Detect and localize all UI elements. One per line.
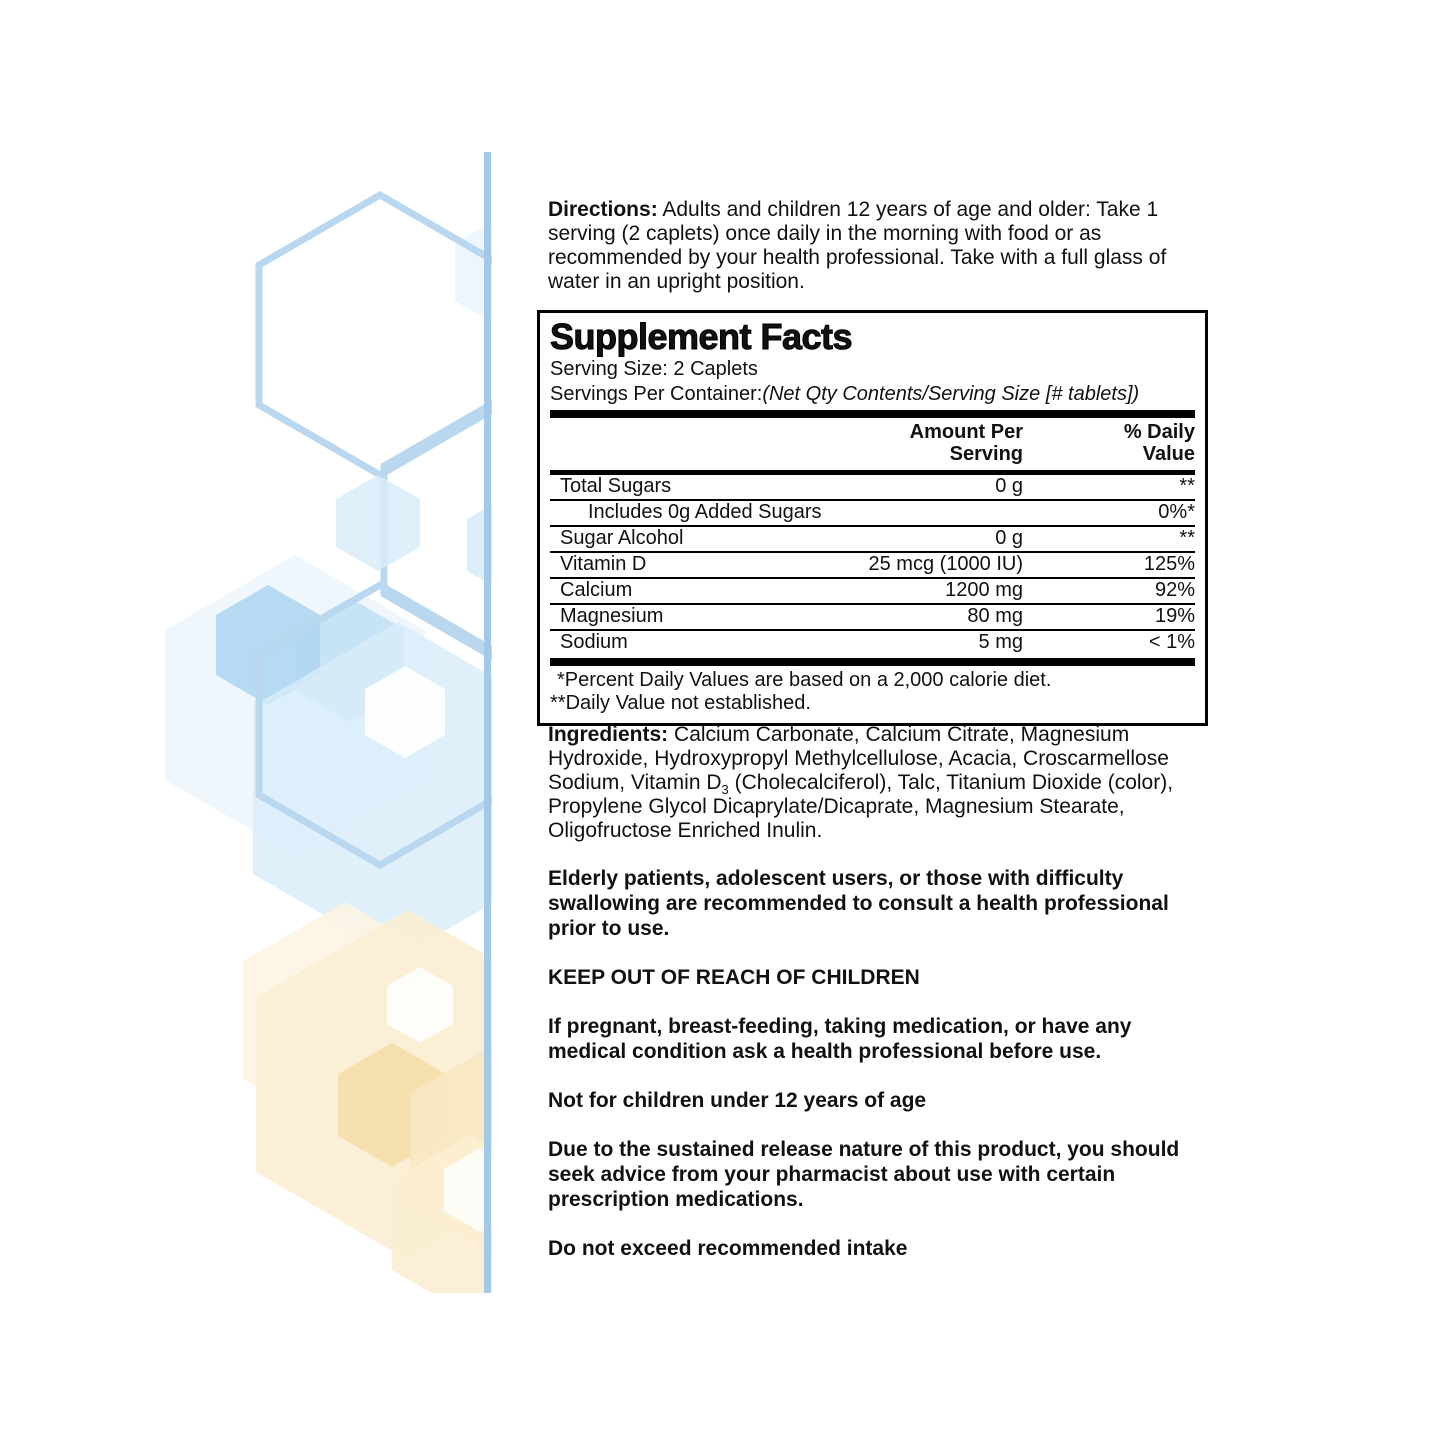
supplement-facts-title: Supplement Facts — [550, 316, 853, 357]
table-row-vitamin-d: Vitamin D 25 mcg (1000 IU) 125% — [550, 551, 1195, 577]
directions-text: Adults and children 12 years of age and older: Take 1 serving (2 caplets) once daily in the morning with food or as recommended by your health professional. Take with a full glass of water in an upright position. — [548, 198, 1167, 293]
warning-sustained-release: Due to the sustained release nature of this product, you should seek advice from your pharmacist about use with certain prescription medications. — [548, 1138, 1180, 1211]
footnote-not-established: **Daily Value not established. — [550, 692, 811, 714]
ingredients-label: Ingredients: — [548, 723, 669, 746]
ingredients-text-2: (Cholecalciferol), Talc, Titanium Dioxide (color), Propylene Glycol Dicaprylate/Dicaprate, Magnesium Stearate, Oligofructose Enriched Inulin. — [548, 771, 1174, 842]
supplement-facts-panel — [537, 310, 1208, 726]
table-row-added-sugars: Includes 0g Added Sugars 0%* — [550, 499, 1195, 525]
servings-per-container-value: (Net Qty Contents/Serving Size [# tablets]) — [762, 383, 1140, 405]
facts-rows — [550, 475, 1195, 655]
warning-do-not-exceed: Do not exceed recommended intake — [548, 1237, 908, 1260]
directions-paragraph — [548, 198, 1200, 294]
warning-keep-out-of-reach: KEEP OUT OF REACH OF CHILDREN — [548, 966, 920, 989]
footnote-daily-values: *Percent Daily Values are based on a 2,000 calorie diet. — [557, 669, 1052, 691]
table-row-sodium: Sodium 5 mg < 1% — [550, 629, 1195, 655]
ingredients-paragraph — [548, 723, 1206, 843]
servings-per-container-label: Servings Per Container: — [550, 383, 763, 405]
facts-footnotes — [550, 666, 1195, 717]
table-row-calcium: Calcium 1200 mg 92% — [550, 577, 1195, 603]
percent-daily-value-header: % Daily Value — [1123, 421, 1195, 465]
serving-size: Serving Size: 2 Caplets — [550, 358, 758, 380]
facts-header-row — [550, 418, 1195, 470]
warnings-section — [548, 866, 1200, 1285]
table-row-magnesium: Magnesium 80 mg 19% — [550, 603, 1195, 629]
warning-pregnant: If pregnant, breast-feeding, taking medication, or have any medical condition ask a health professional before use. — [548, 1015, 1132, 1063]
header-spacer — [550, 421, 560, 465]
divider-thick-top — [550, 410, 1195, 418]
table-row-total-sugars: Total Sugars 0 g ** — [560, 475, 1195, 497]
ingredients-text-1: Calcium Carbonate, Calcium Citrate, Magnesium Hydroxide, Hydroxypropyl Methylcellulose, Acacia, Croscarmellose Sodium, Vitamin D — [548, 723, 1169, 794]
warning-elderly: Elderly patients, adolescent users, or those with difficulty swallowing are recommended to consult a health professional prior to use. — [548, 867, 1169, 940]
directions-label: Directions: — [548, 198, 658, 221]
divider-thick-bottom — [550, 658, 1195, 666]
servings-per-container — [550, 382, 1195, 407]
amount-per-serving-header: Amount Per Serving — [909, 421, 1023, 465]
vertical-rule — [484, 152, 491, 1293]
table-row-sugar-alcohol: Sugar Alcohol 0 g ** — [550, 525, 1195, 551]
vitamin-d3-subscript: 3 — [721, 782, 729, 798]
warning-not-for-children: Not for children under 12 years of age — [548, 1089, 927, 1112]
